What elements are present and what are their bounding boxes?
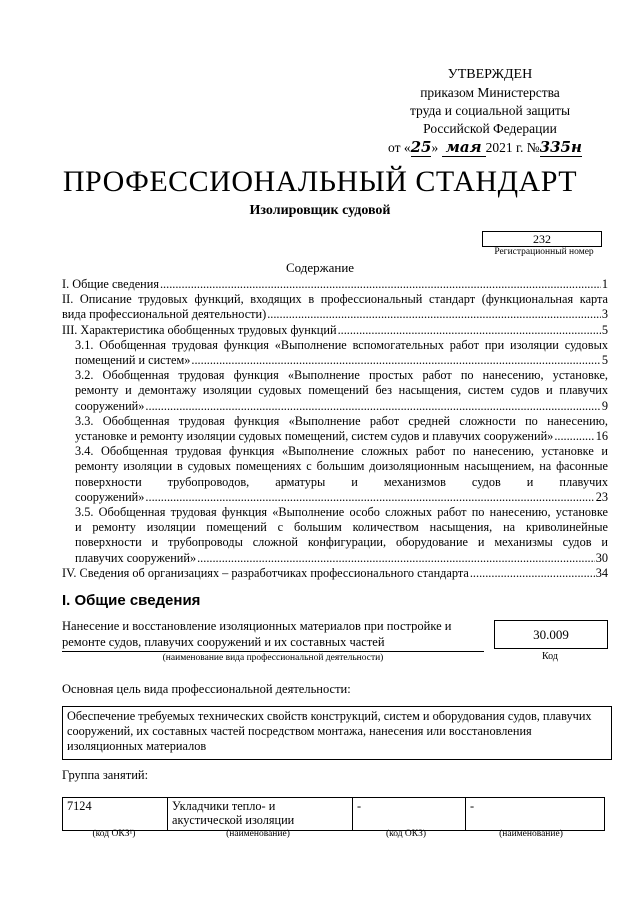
toc-item-text: 3.1. Обобщенная трудовая функция «Выполнение вспомогательных работ при изоляции судовых [75, 337, 608, 352]
toc-item-text: поверхности трубопроводов, арматуры и механизмов судов и плавучих [75, 474, 608, 489]
toc-item-text: II. Описание трудовых функций, входящих в профессиональный стандарт (функциональная карта [62, 292, 608, 307]
toc-item-text: 3.2. Обобщенная трудовая функция «Выполнение простых работ по нанесению, установке, [75, 368, 608, 383]
occupation-group-table [62, 797, 605, 831]
table-of-contents [62, 277, 608, 581]
approval-line: труда и социальной защиты [409, 103, 571, 118]
toc-item-text: ремонту изоляции в судовых помещениях с большим доизоляционным насыщением, на фасонные [75, 459, 608, 474]
occupation-name-cell: Укладчики тепло- и акустической изоляции [168, 798, 353, 831]
toc-item: вида профессиональной деятельности) ..... 3 [62, 307, 608, 322]
approval-line: приказом Министерства [420, 85, 560, 100]
occupation-group-label: Группа занятий: [62, 768, 149, 782]
activity-name: Нанесение и восстановление изоляционных материалов при постройке и ремонте судов, плавучих сооружений и их составных частей [62, 619, 452, 649]
toc-item-text: 3.4. Обобщенная трудовая функция «Выполнение сложных работ по нанесению, установке и [75, 444, 608, 459]
toc-item: IV. Сведения об организациях – разработчиках профессионального стандарта ..... 34 [62, 566, 608, 581]
occupation-name-cell: - [466, 798, 605, 831]
section-title: I. Общие сведения [62, 592, 201, 609]
toc-item: I. Общие сведения ..... 1 [62, 277, 608, 292]
toc-heading: Содержание [285, 260, 355, 275]
column-label: (наименование) [226, 829, 290, 839]
column-label: (код ОКЗ) [385, 829, 427, 839]
handwritten-order-number: 335н [539, 138, 582, 156]
date-year: 2021 г. № [485, 140, 540, 155]
activity-label: (наименование вида профессиональной деятельности) [162, 653, 384, 663]
okz-code-cell: 7124 [63, 798, 168, 831]
toc-item-text: ремонту и демонтажу изоляции судовых помещений без насыщения, систем судов и плавучих [75, 383, 608, 398]
toc-item: III. Характеристика обобщенных трудовых функций ..... 5 [62, 323, 608, 338]
toc-item: сооружений» ..... 9 [62, 399, 608, 414]
approval-heading: УТВЕРЖДЕН [447, 67, 533, 82]
okz-code-cell: - [353, 798, 466, 831]
date-prefix: от « [388, 140, 411, 155]
toc-item: сооружений» ..... 23 [62, 490, 608, 505]
approval-date-line [380, 138, 600, 157]
activity-code-box: 30.009 [494, 620, 608, 649]
goal-label: Основная цель вида профессиональной деятельности: [62, 682, 351, 696]
activity-code-label: Код [542, 651, 558, 662]
registration-number-label: Регистрационный номер [494, 247, 594, 257]
approval-line: Российской Федерации [423, 121, 557, 136]
toc-item-text: 3.5. Обобщенная трудовая функция «Выполнение особо сложных работ по нанесению, установке [75, 505, 608, 520]
page-title: ПРОФЕССИОНАЛЬНЫЙ СТАНДАРТ [62, 165, 578, 198]
date-quote: » [431, 140, 439, 155]
toc-item-text: поверхности и трубопроводы сложной конфигурации, оборудование и механизмы судов и [75, 535, 608, 550]
column-label: (наименование) [499, 829, 563, 839]
toc-item-text: и ремонту изоляции помещений с большим количеством насыщения, на криволинейные [75, 520, 608, 535]
approval-block [380, 66, 600, 157]
toc-item: плавучих сооружений» ..... 30 [62, 551, 608, 566]
handwritten-month: мая [442, 138, 486, 157]
registration-number-box: 232 [482, 231, 602, 247]
page-subtitle: Изолировщик судовой [249, 203, 391, 218]
column-label: (код ОКЗ¹) [92, 829, 136, 839]
toc-item-text: 3.3. Обобщенная трудовая функция «Выполнение работ средней сложности по нанесению, [75, 413, 608, 428]
handwritten-day: 25 [410, 138, 432, 156]
activity-underline [62, 651, 484, 652]
toc-item: помещений и систем» ..... 5 [62, 353, 608, 368]
table-row [63, 798, 605, 831]
toc-item: установке и ремонту изоляции судовых помещений, систем судов и плавучих сооружений» ..... 16 [62, 429, 608, 444]
goal-box: Обеспечение требуемых технических свойств конструкций, систем и оборудования судов, плавучих сооружений, их составных частей посредством монтажа, нанесения или восстановления изоляционных материалов [62, 706, 612, 760]
